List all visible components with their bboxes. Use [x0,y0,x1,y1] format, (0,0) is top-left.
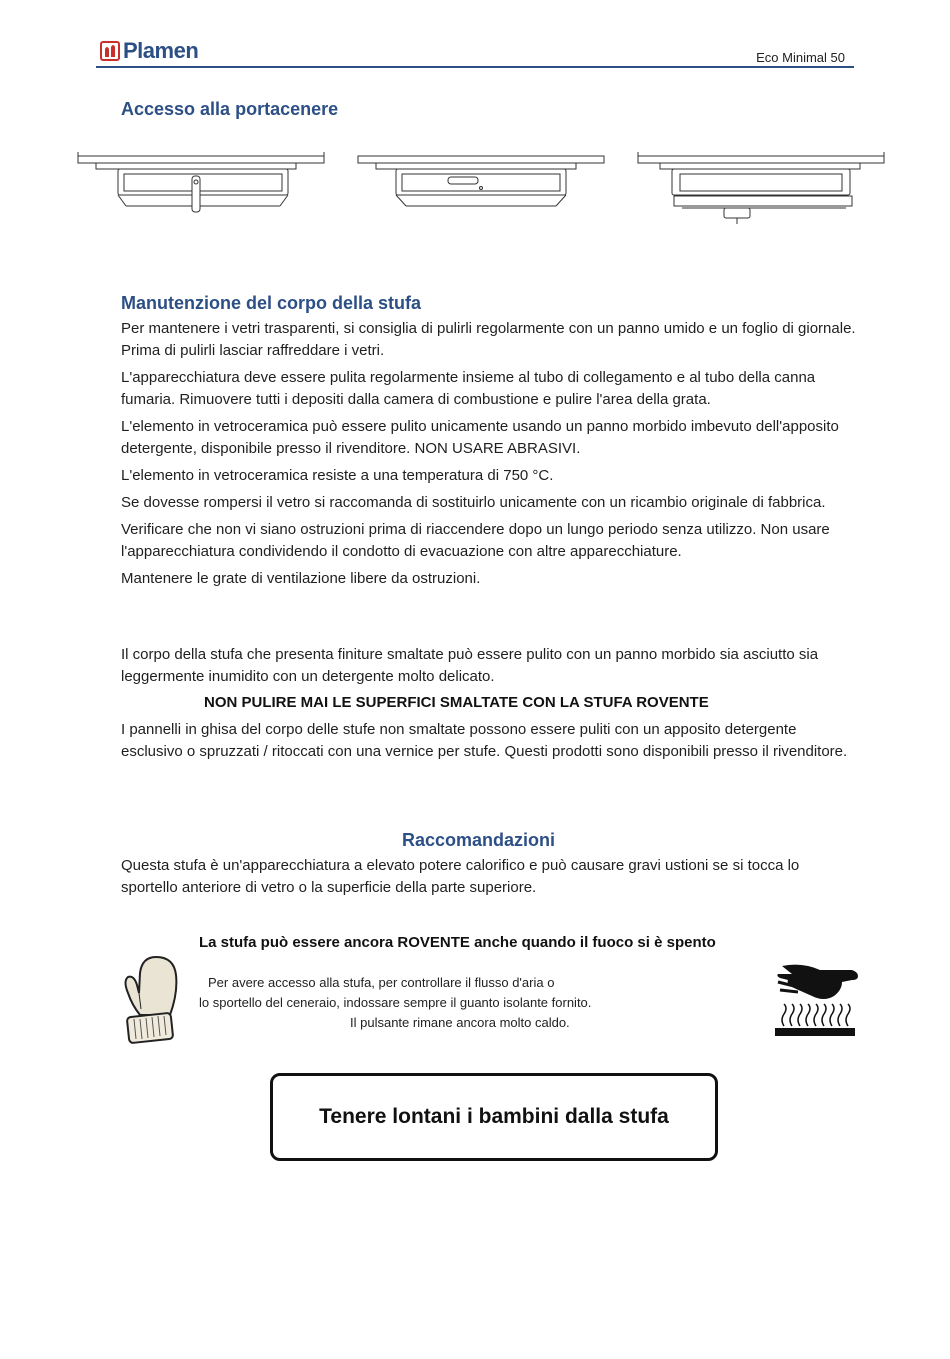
recommendations-intro: Questa stufa è un'apparecchiatura a elevato potere calorifico e può causare gravi ustioni se si tocca lo sportello anteriore di vetro o la superficie della parte superiore. [121,857,800,896]
hot-warning: La stufa può essere ancora ROVENTE anche quando il fuoco si è spento [199,934,716,951]
section-title-maintenance: Manutenzione del corpo della stufa [121,293,422,313]
maintenance-paragraphs [121,318,856,595]
maintenance-paragraph: Mantenere le grate di ventilazione libere da ostruzioni. [121,570,481,587]
maintenance-paragraph: L'elemento in vetroceramica può essere pulito unicamente usando un panno morbido imbevuto dell'apposito detergente, disponibile presso il rivenditore. NON USARE ABRASIVI. [121,418,839,457]
maintenance-paragraph: L'apparecchiatura deve essere pulita regolarmente insieme al tubo di collegamento e al tubo della canna fumaria. Rimuovere tutti i depositi dalla camera di combustione e pulire l'area della grata. [121,369,816,408]
brand-logo [100,40,198,62]
glove-instruction-line-2: lo sportello del ceneraio, indossare sempre il guanto isolante fornito. [199,995,592,1010]
ash-pan-drawing-open [638,152,884,224]
maintenance-paragraph: Verificare che non vi siano ostruzioni prima di riaccendere dopo un lungo periodo senza utilizzo. Non usare l'apparecchiatura condividendo il condotto di evacuazione con altre apparecchiature. [121,521,830,560]
enamel-paragraph: Il corpo della stufa che presenta finiture smaltate può essere pulito con un panno morbido sia asciutto sia leggermente inumidito con un detergente molto delicato. [121,646,819,685]
section-title-recommendations: Raccomandazioni [402,830,556,850]
plamen-flame-logo-icon [100,41,120,61]
glove-instruction-line-1: Per avere accesso alla stufa, per controllare il flusso d'aria o [208,975,555,990]
insulating-glove-icon [118,953,182,1045]
glove-instruction-line-3: Il pulsante rimane ancora molto caldo. [350,1015,570,1030]
ash-pan-drawing-handle [358,156,604,206]
section-title-ash-access: Accesso alla portacenere [121,99,339,119]
logo-text: Plamen [123,38,199,63]
ash-pan-drawings [76,150,888,225]
maintenance-paragraph: Per mantenere i vetri trasparenti, si consiglia di pulirli regolarmente con un panno umido e un foglio di giornale. Prima di pulirli lasciar raffreddare i vetri. [121,320,856,359]
ash-pan-drawing-closed [78,152,324,212]
model-name: Eco Minimal 50 [756,50,845,65]
cast-iron-paragraph: I pannelli in ghisa del corpo delle stufe non smaltate possono essere puliti con un apposito detergente esclusivo o spruzzati / ritoccati con una vernice per stufe. Questi prodotti sono disponibili presso il rivenditore. [121,721,848,760]
children-warning-callout: Tenere lontani i bambini dalla stufa [270,1073,718,1161]
maintenance-paragraph: L'elemento in vetroceramica resiste a una temperatura di 750 °C. [121,467,554,484]
enamel-warning: NON PULIRE MAI LE SUPERFICI SMALTATE CON LA STUFA ROVENTE [204,694,709,711]
header-divider [96,66,854,68]
maintenance-paragraph: Se dovesse rompersi il vetro si raccomanda di sostituirlo unicamente con un ricambio originale di fabbrica. [121,494,826,511]
hot-surface-hand-icon [772,960,860,1038]
